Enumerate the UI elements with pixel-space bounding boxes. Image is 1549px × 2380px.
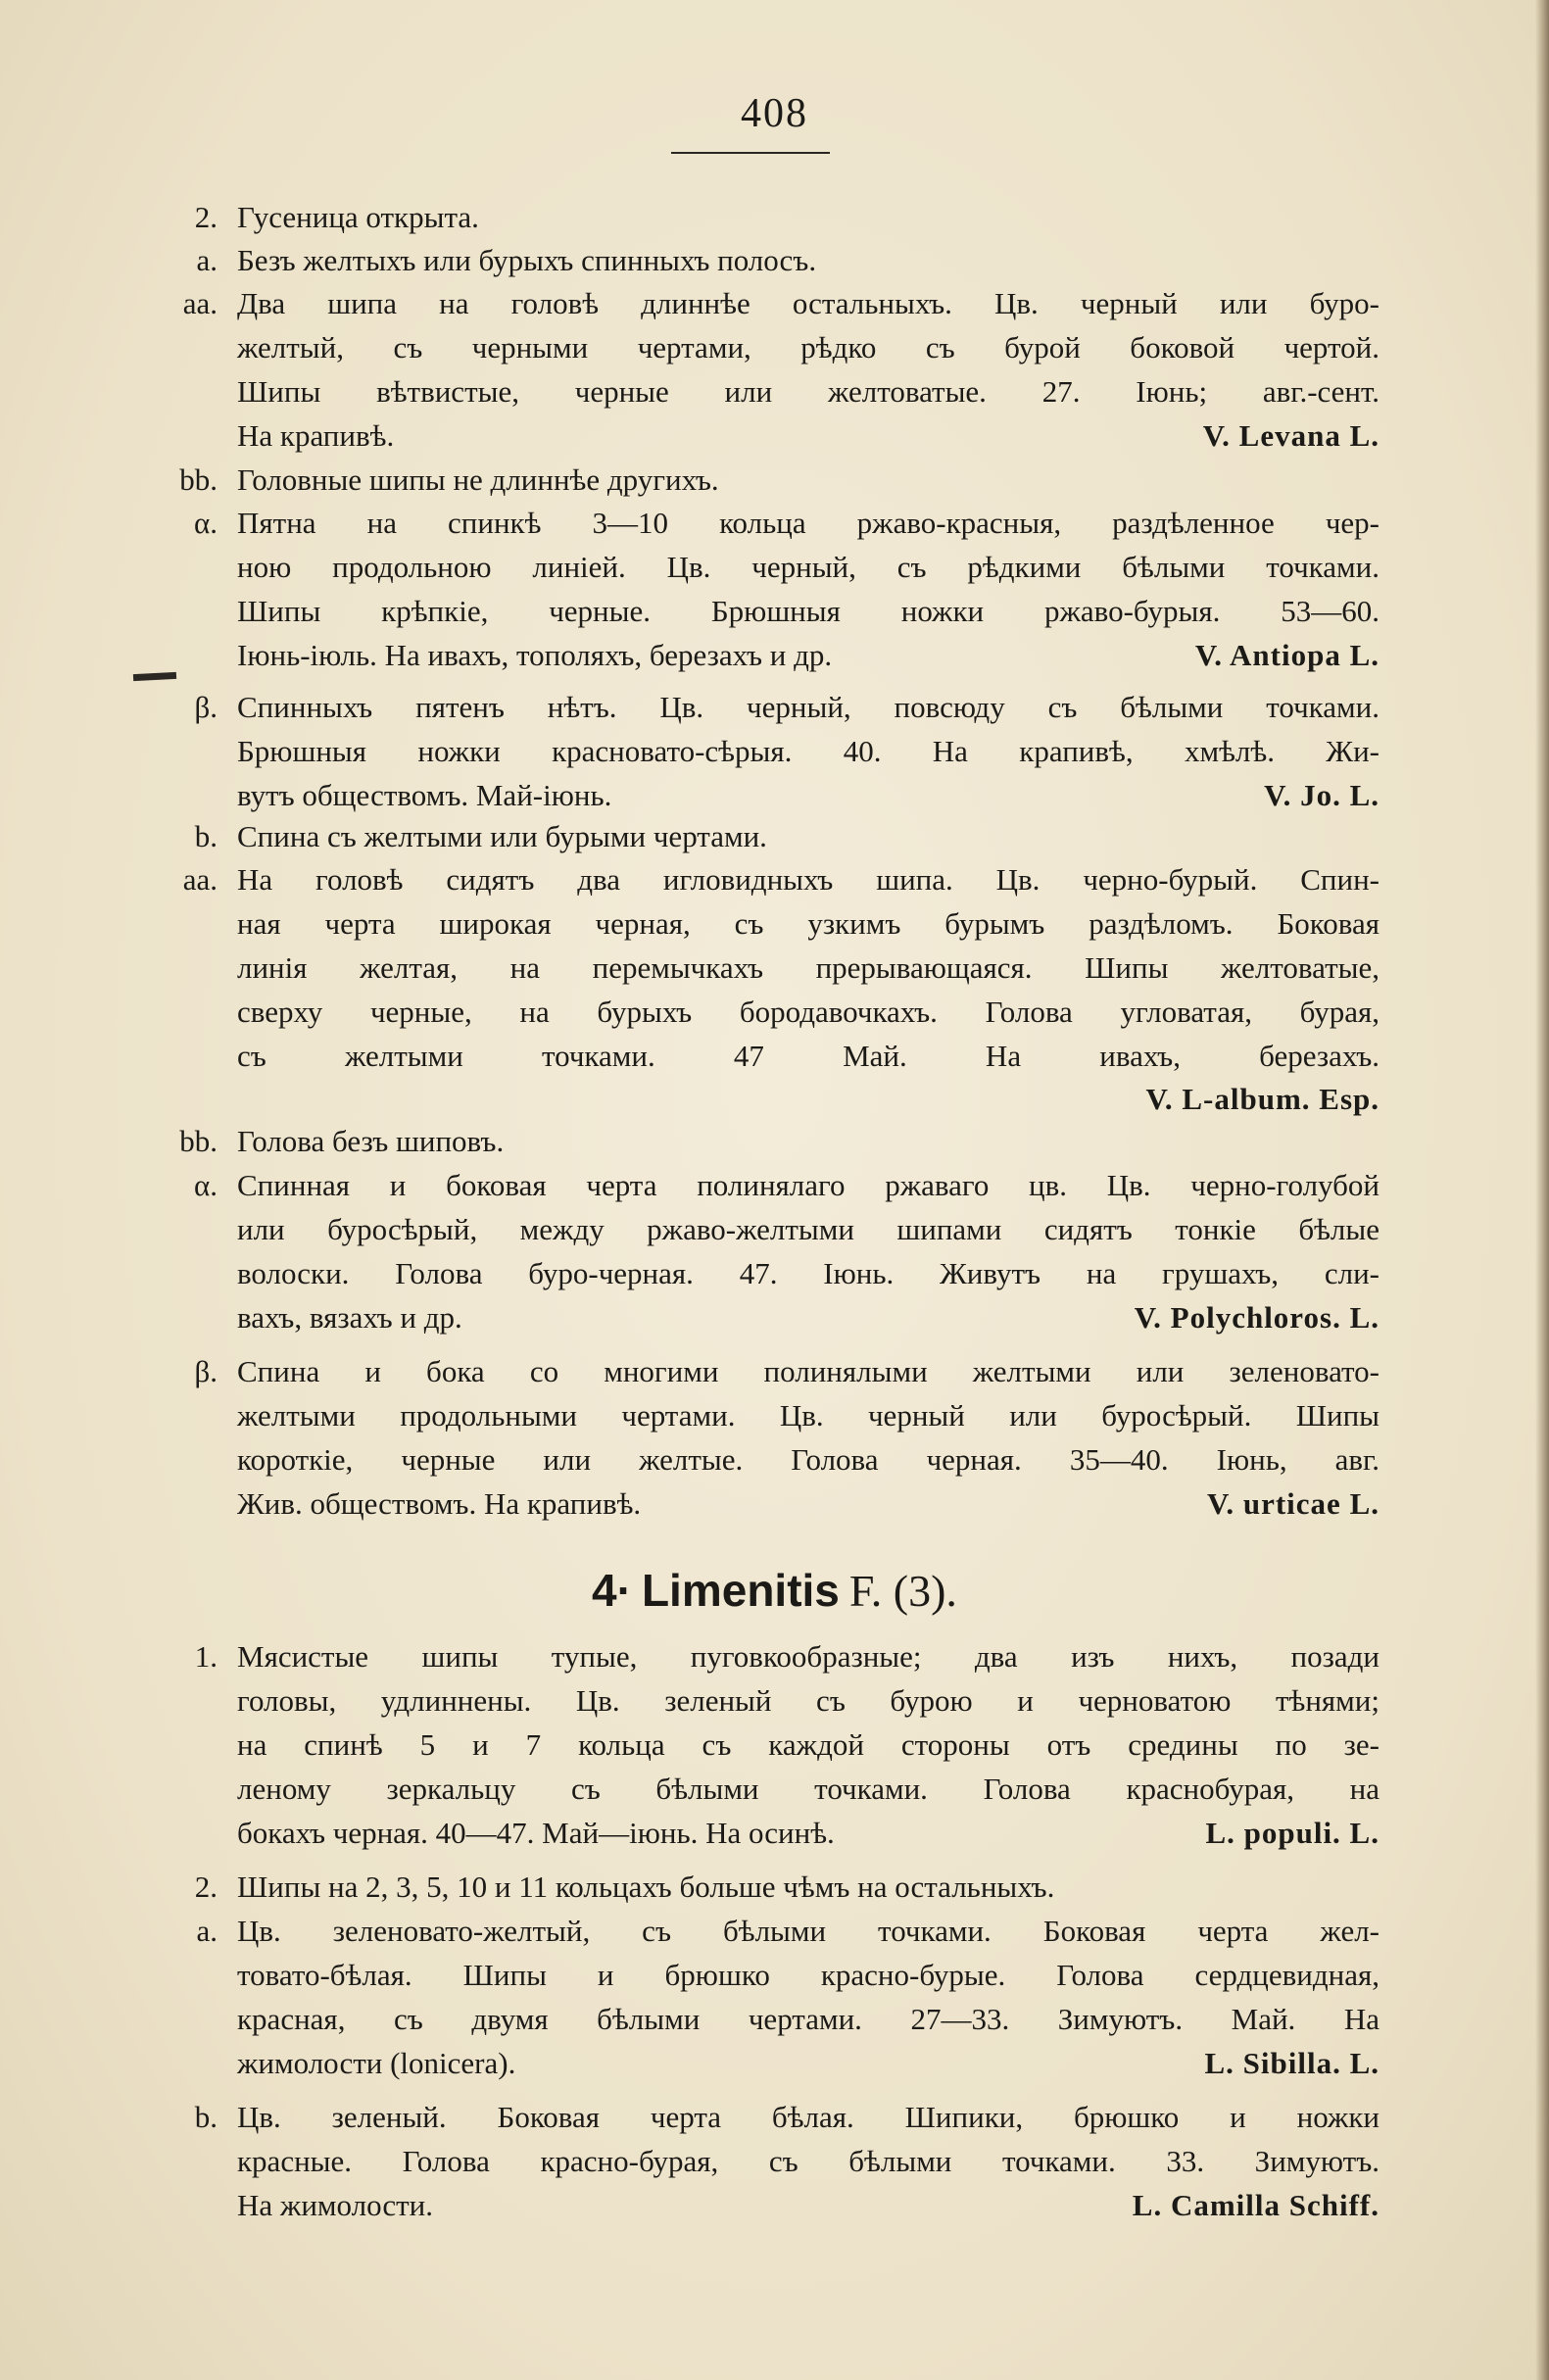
line-text: На головѣ сидятъ два игловидныхъ шипа. Цв. черно-бурый. Спин-: [237, 862, 1380, 897]
text-line: [0, 1812, 1549, 1855]
line-label: β.: [194, 690, 218, 724]
text-line: [0, 1035, 1549, 1078]
line-text: Цв. зеленовато-желтый, съ бѣлыми точками. Боковая черта жел-: [237, 1914, 1380, 1948]
line-text: вутъ обществомъ. Май-іюнь.: [237, 778, 612, 812]
species-name: L. Camilla Schiff.: [1132, 2188, 1380, 2222]
text-line: [0, 1866, 1549, 1909]
text-line: [0, 1910, 1549, 1953]
line-label: 2.: [194, 1870, 218, 1904]
line-text: сверху черные, на бурыхъ бородавочкахъ. Голова угловатая, бурая,: [237, 995, 1380, 1029]
line-label: aa.: [182, 286, 218, 320]
line-text: Спина съ желтыми или бурыми чертами.: [237, 819, 767, 853]
text-line: [0, 2184, 1549, 2227]
line-text: ная черта широкая черная, съ узкимъ бурымъ раздѣломъ. Боковая: [237, 906, 1380, 941]
text-line: [0, 414, 1549, 458]
line-text: Два шипа на головѣ длиннѣе остальныхъ. Цв. черный или буро-: [237, 286, 1380, 320]
line-text: Брюшныя ножки красновато-сѣрыя. 40. На крапивѣ, хмѣлѣ. Жи-: [237, 734, 1380, 768]
text-line: [0, 590, 1549, 633]
text-line: [0, 1208, 1549, 1251]
line-text: короткіе, черные или желтые. Голова черная. 35—40. Іюнь, авг.: [237, 1442, 1380, 1477]
line-text: леному зеркальцу съ бѣлыми точками. Голова краснобурая, на: [237, 1772, 1380, 1806]
species-name: V. Levana L.: [1202, 418, 1380, 453]
text-line: [0, 815, 1549, 858]
line-text: Голова безъ шиповъ.: [237, 1124, 505, 1158]
line-text: товато-бѣлая. Шипы и брюшко красно-бурые. Голова сердцевидная,: [237, 1958, 1380, 1992]
text-line: [0, 546, 1549, 589]
section-number: 4·: [592, 1565, 632, 1616]
line-text: ною продольною линіей. Цв. черный, съ рѣдкими бѣлыми точками.: [237, 550, 1380, 584]
line-text: Пятна на спинкѣ 3—10 кольца ржаво-красныя, раздѣленное чер-: [237, 506, 1380, 540]
line-text: желтыми продольными чертами. Цв. черный или буросѣрый. Шипы: [237, 1398, 1380, 1433]
line-text: Головные шипы не длиннѣе другихъ.: [237, 462, 719, 497]
text-line: [0, 774, 1549, 817]
line-text: бокахъ черная. 40—47. Май—іюнь. На осинѣ.: [237, 1816, 835, 1850]
line-text: вахъ, вязахъ и др.: [237, 1300, 462, 1335]
line-text: линія желтая, на перемычкахъ прерывающаяся. Шипы желтоватые,: [237, 950, 1380, 985]
text-line: [0, 239, 1549, 282]
line-text: Шипы на 2, 3, 5, 10 и 11 кольцахъ больше чѣмъ на остальныхъ.: [237, 1870, 1055, 1904]
line-text: красная, съ двумя бѣлыми чертами. 27—33. Зимуютъ. Май. На: [237, 2002, 1380, 2036]
text-line: [0, 1679, 1549, 1723]
species-name: L. Sibilla. L.: [1204, 2046, 1380, 2080]
line-text: Шипы крѣпкіе, черные. Брюшныя ножки ржаво-бурыя. 53—60.: [237, 594, 1380, 628]
line-label: b.: [194, 2100, 218, 2134]
line-text: На жимолости.: [237, 2188, 434, 2222]
text-line: [0, 1078, 1549, 1121]
line-text: желтый, съ черными чертами, рѣдко съ бурой боковой чертой.: [237, 330, 1380, 364]
text-line: [0, 1635, 1549, 1678]
text-line: [0, 947, 1549, 990]
line-label: α.: [194, 1168, 218, 1202]
text-line: [0, 858, 1549, 901]
text-line: [0, 1120, 1549, 1163]
text-line: [0, 686, 1549, 729]
text-line: [0, 2042, 1549, 2085]
species-name: V. urticae L.: [1206, 1486, 1380, 1521]
line-text: жимолости (lonicera).: [237, 2046, 516, 2080]
line-text: головы, удлиннены. Цв. зеленый съ бурою и черноватою тѣнями;: [237, 1683, 1380, 1718]
text-line: [0, 1724, 1549, 1767]
line-label: a.: [196, 243, 218, 277]
line-text: Спина и бока со многими полинялыми желтыми или зеленовато-: [237, 1354, 1380, 1388]
line-label: β.: [194, 1354, 218, 1388]
text-line: [0, 2096, 1549, 2139]
text-line: [0, 370, 1549, 413]
species-name: V. Antiopa L.: [1194, 638, 1380, 672]
text-line: [0, 2140, 1549, 2183]
species-name: V. Jo. L.: [1264, 778, 1380, 812]
text-line: [0, 902, 1549, 946]
line-label: a.: [196, 1914, 218, 1948]
text-line: [0, 1164, 1549, 1207]
text-line: [0, 730, 1549, 773]
text-line: [0, 1394, 1549, 1437]
line-label: aa.: [182, 862, 218, 897]
line-text: Безъ желтыхъ или бурыхъ спинныхъ полосъ.: [237, 243, 817, 277]
text-line: [0, 459, 1549, 502]
line-label: bb.: [179, 1124, 218, 1158]
line-text: красные. Голова красно-бурая, съ бѣлыми точками. 33. Зимуютъ.: [237, 2144, 1380, 2178]
page-number-rule: [671, 152, 830, 154]
line-text: или буросѣрый, между ржаво-желтыми шипами сидятъ тонкіе бѣлые: [237, 1212, 1380, 1246]
text-line: [0, 634, 1549, 677]
section-heading: [0, 1561, 1549, 1621]
page-number: 408: [741, 91, 808, 136]
line-text: Мясистые шипы тупые, пуговкообразные; два изъ нихъ, позади: [237, 1639, 1380, 1674]
species-name: V. L-album. Esp.: [1145, 1082, 1380, 1116]
text-line: [0, 1350, 1549, 1393]
text-line: [0, 1296, 1549, 1339]
line-text: на спинѣ 5 и 7 кольца съ каждой стороны отъ средины по зе-: [237, 1727, 1380, 1762]
line-text: Цв. зеленый. Боковая черта бѣлая. Шипики, брюшко и ножки: [237, 2100, 1380, 2134]
line-label: b.: [194, 819, 218, 853]
line-text: Гусеница открыта.: [237, 200, 479, 234]
text-line: [0, 1954, 1549, 1997]
section-author: F. (3).: [848, 1566, 957, 1616]
line-text: Іюнь-іюль. На ивахъ, тополяхъ, березахъ и др.: [237, 638, 833, 672]
text-line: [0, 1438, 1549, 1481]
line-label: bb.: [179, 462, 218, 497]
text-line: [0, 1482, 1549, 1526]
line-label: 1.: [194, 1639, 218, 1674]
text-line: [0, 196, 1549, 239]
line-label: 2.: [194, 200, 218, 234]
text-line: [0, 326, 1549, 369]
species-name: L. populi. L.: [1205, 1816, 1380, 1850]
section-genus: Limenitis: [641, 1565, 840, 1616]
text-line: [0, 1252, 1549, 1295]
text-line: [0, 1768, 1549, 1811]
line-text: Шипы вѣтвистые, черные или желтоватые. 27. Іюнь; авг.-сент.: [237, 374, 1380, 409]
line-text: съ желтыми точками. 47 Май. На ивахъ, березахъ.: [237, 1039, 1380, 1073]
text-line: [0, 282, 1549, 325]
line-text: На крапивѣ.: [237, 418, 395, 453]
line-text: Жив. обществомъ. На крапивѣ.: [237, 1486, 642, 1521]
text-line: [0, 502, 1549, 545]
text-line: [0, 1998, 1549, 2041]
line-label: α.: [194, 506, 218, 540]
species-name: V. Polychloros. L.: [1134, 1300, 1380, 1335]
text-line: [0, 991, 1549, 1034]
line-text: Спинныхъ пятенъ нѣтъ. Цв. черный, повсюду съ бѣлыми точками.: [237, 690, 1380, 724]
line-text: Спинная и боковая черта полинялаго ржаваго цв. Цв. черно-голубой: [237, 1168, 1380, 1202]
line-text: волоски. Голова буро-черная. 47. Іюнь. Живутъ на грушахъ, сли-: [237, 1256, 1380, 1290]
